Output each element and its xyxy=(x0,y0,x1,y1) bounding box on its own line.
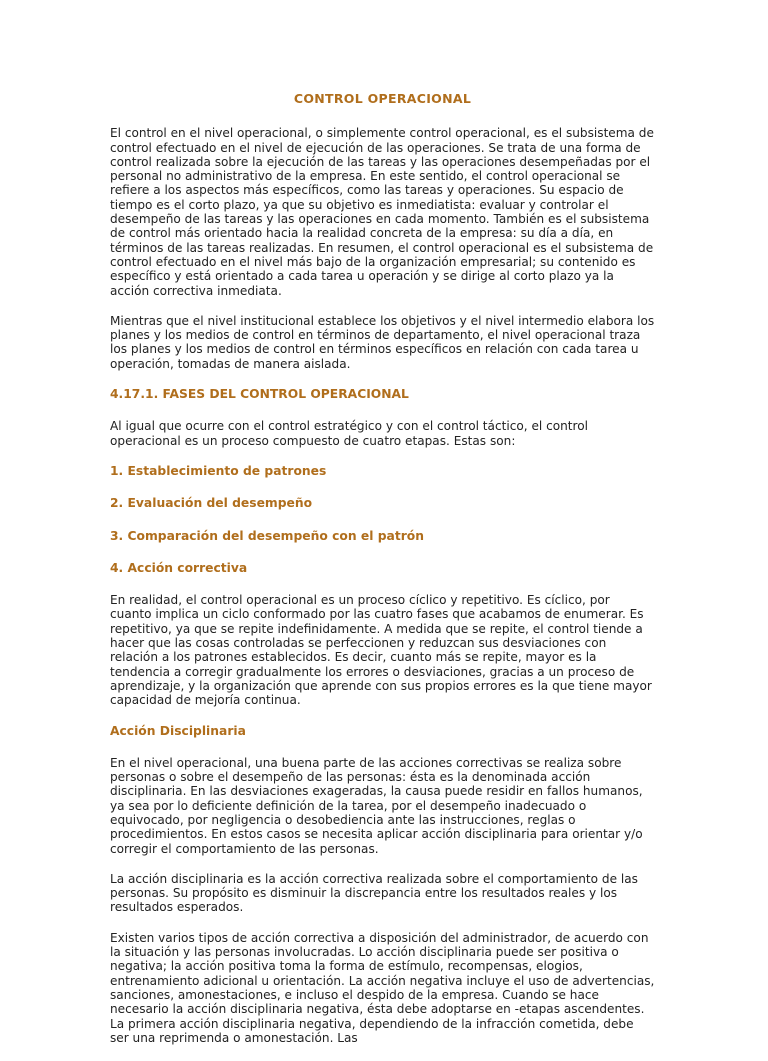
section-heading: 4.17.1. FASES DEL CONTROL OPERACIONAL xyxy=(110,387,409,402)
section-intro-paragraph: Al igual que ocurre con el control estratégico y con el control táctico, el control operacional es un proceso compuesto de cuatro etapas. Estas son: xyxy=(110,419,589,448)
disciplinary-paragraph-3: Existen varios tipos de acción correctiva a disposición del administrador, de acuerdo con la situación y las personas involucradas. Lo acción disciplinaria puede ser positiva o negativa; la acción positiva toma la forma de estímulo, recompensas, elogios, entrenamiento adicional u orientación. La acción negativa incluye el uso de advertencias, sanciones, amonestaciones, e incluso el despido de la empresa. Cuando se hace necesario la acción disciplinaria negativa, ésta debe adoptarse en -etapas ascendentes. La primera acción disciplinaria negativa, dependiendo de la infracción cometida, debe ser una reprimenda o amonestación. Las xyxy=(110,930,655,1045)
phase-item-4: 4. Acción correctiva xyxy=(110,560,248,575)
phase-item-3: 3. Comparación del desempeño con el patrón xyxy=(110,528,424,543)
cycle-paragraph: En realidad, el control operacional es un proceso cíclico y repetitivo. Es cíclico, por cuanto implica un ciclo conformado por las cuatro fases que acabamos de enumerar. Es repetitivo, ya que se repite indefinidamente. A medida que se repite, el control tiende a hacer que las cosas controladas se perfeccionen y reduzcan sus desviaciones con relación a los patrones establecidos. Es decir, cuanto más se repite, mayor es la tendencia a corregir gradualmente los errores o desviaciones, gracias a un proceso de aprendizaje, y la organización que aprende con sus propios errores es la que tiene mayor capacidad de mejoría continua. xyxy=(110,593,652,708)
document-title: CONTROL OPERACIONAL xyxy=(293,91,472,106)
phase-item-1: 1. Establecimiento de patrones xyxy=(110,463,327,478)
document-page xyxy=(110,80,655,1061)
intro-paragraph-1: El control en el nivel operacional, o simplemente control operacional, es el subsistema de control efectuado en el nivel de ejecución de las operaciones. Se trata de una forma de control realizada sobre la ejecución de las tareas y las operaciones desempeñadas por el personal no administrativo de la empresa. En este sentido, el control operacional se refiere a los aspectos más específicos, como las tareas y operaciones. Su espacio de tiempo es el corto plazo, ya que su objetivo es inmediatista: evaluar y controlar el desempeño de las tareas y las operaciones en cada momento. También es el subsistema de control más orientado hacia la realidad concreta de la empresa: su día a día, en términos de las tareas realizadas. En resumen, el control operacional es el subsistema de control efectuado en el nivel más bajo de la organización empresarial; su contenido es específico y está orientado a cada tarea u operación y se dirige al corto plazo ya la acción correctiva inmediata. xyxy=(110,126,654,298)
phase-item-2: 2. Evaluación del desempeño xyxy=(110,496,313,511)
disciplinary-heading: Acción Disciplinaria xyxy=(110,723,246,738)
disciplinary-paragraph-2: La acción disciplinaria es la acción correctiva realizada sobre el comportamiento de las personas. Su propósito es disminuir la discrepancia entre los resultados reales y los resultados esperados. xyxy=(110,871,638,915)
disciplinary-paragraph-1: En el nivel operacional, una buena parte de las acciones correctivas se realiza sobre personas o sobre el desempeño de las personas: ésta es la denominada acción disciplinaria. En las desviaciones exageradas, la causa puede residir en fallos humanos, ya sea por lo deficiente definición de la tarea, por el desempeño inadecuado o equivocado, por negligencia o desobediencia ante las instrucciones, reglas o procedimientos. En estos casos se necesita aplicar acción disciplinaria para orientar y/o corregir el comportamiento de las personas. xyxy=(110,755,643,856)
intro-paragraph-2: Mientras que el nivel institucional establece los objetivos y el nivel intermedio elabora los planes y los medios de control en términos de departamento, el nivel operacional traza los planes y los medios de control en términos específicos en relación con cada tarea u operación, tomadas de manera aislada. xyxy=(110,313,655,371)
